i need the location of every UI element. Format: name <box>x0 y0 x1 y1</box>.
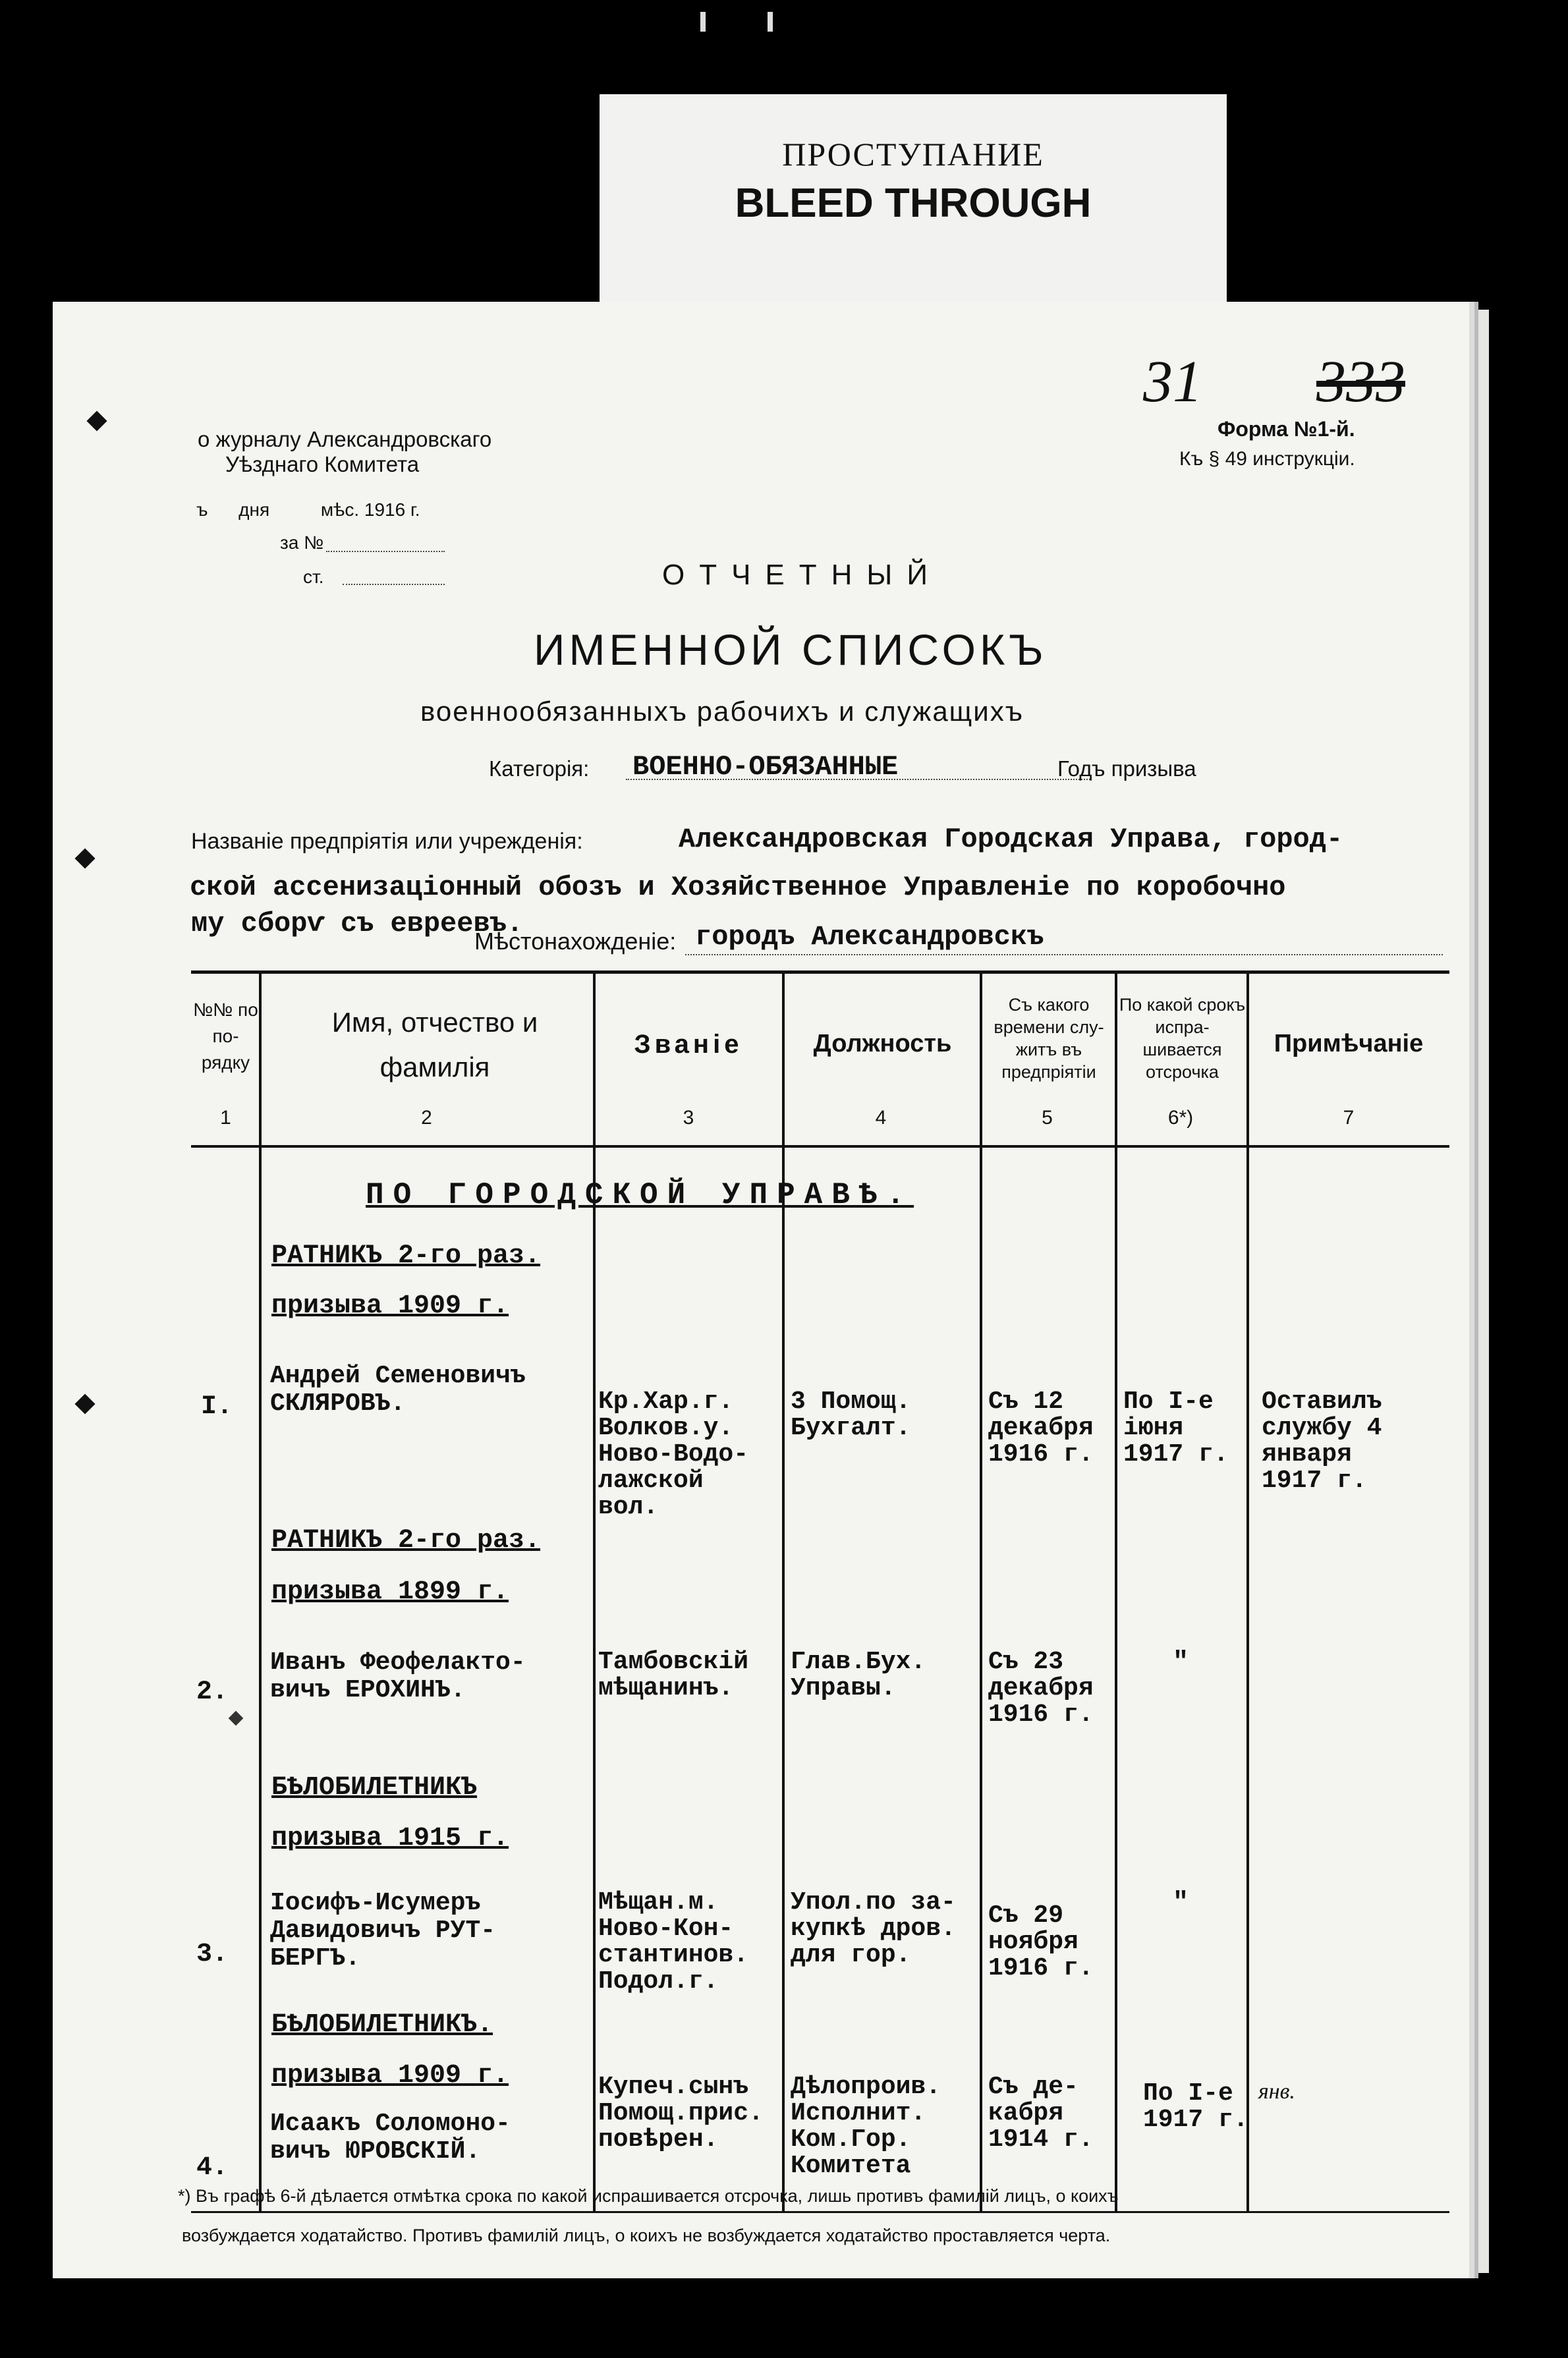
row-4-since: Съ де- кабря 1914 г. <box>988 2073 1094 2154</box>
col-num-7: 7 <box>1343 1107 1355 1129</box>
row-1-post: 3 Помощ. Бухгалт. <box>791 1388 911 1442</box>
row-1-rank: Кр.Хар.г. Волков.у. Ново-Водо- лажской вол. <box>598 1388 749 1521</box>
row-1-since: Съ 12 декабря 1916 г. <box>988 1388 1094 1469</box>
group-3-year: призыва 1915 г. <box>271 1824 509 1853</box>
row-2-name: Иванъ Феофелакто- вичъ ЕРОХИНЪ. <box>270 1648 526 1704</box>
st: ст. <box>303 567 324 587</box>
col-header-post: Должность <box>813 1030 952 1057</box>
col-header-name: Имя, отчество и фамилія <box>331 1007 538 1082</box>
enterprise-value-1: Александровская Городская Управа, город- <box>679 824 1343 855</box>
category-blank <box>626 779 1090 780</box>
row-3-since: Съ 29 ноября 1916 г. <box>988 1901 1094 1982</box>
row-1-name: Андрей Семеновичъ СКЛЯРОВЪ. <box>270 1362 526 1418</box>
col-header-note: Примѣчаніе <box>1274 1030 1424 1057</box>
group-2-year: призыва 1899 г. <box>271 1577 509 1607</box>
row-3-post: Упол.по за- купкѣ дров. для гор. <box>791 1888 956 1969</box>
st-blank <box>343 584 445 585</box>
enterprise-label: Названіе предпріятія или учрежденія: <box>191 829 583 854</box>
col-header-until: По какой срокъ испра-шивается отсрочка <box>1119 995 1246 1082</box>
col-header-number: №№ по по-рядку <box>193 999 258 1073</box>
label-ru: ПРОСТУПАНИЕ <box>782 136 1044 173</box>
group-1-year: призыва 1909 г. <box>271 1291 509 1321</box>
row-3-number: 3. <box>196 1940 229 1969</box>
location-value: городъ Александровскъ <box>695 921 1044 953</box>
col-num-4: 4 <box>875 1107 887 1129</box>
col-num-2: 2 <box>421 1107 432 1129</box>
label-en: BLEED THROUGH <box>735 181 1092 226</box>
col-divider-5 <box>1115 972 1117 2211</box>
col-num-3: 3 <box>683 1107 694 1129</box>
col-divider-1 <box>259 972 262 2211</box>
row-4-name: Исаакъ Соломоно- вичъ ЮРОВСКІЙ. <box>270 2110 511 2166</box>
title-subtitle: военнообязанныхъ рабочихъ и служащихъ <box>420 696 1024 727</box>
col-num-5: 5 <box>1042 1107 1053 1129</box>
za-no: за № <box>280 532 324 553</box>
folio-handwritten: 31 <box>1143 349 1202 414</box>
footnote-line-2: возбуждается ходатайство. Противъ фамилій лицъ, о коихъ не возбуждается ходатайство проставляется черта. <box>182 2226 1111 2245</box>
row-3-name: Іосифъ-Исумеръ Давидовичъ РУТ- БЕРГЪ. <box>270 1889 496 1973</box>
title-otchetny: ОТЧЕТНЫЙ <box>662 559 943 591</box>
row-2-until: " <box>1173 1648 1189 1677</box>
journal-line2: Уѣзднаго Комитета <box>225 452 420 476</box>
col-divider-3 <box>782 972 785 2211</box>
row-4-handwritten-note: янв. <box>1258 2079 1295 2104</box>
group-1-rank: РАТНИКЪ 2-го раз. <box>271 1241 541 1271</box>
group-2-rank: РАТНИКЪ 2-го раз. <box>271 1526 541 1556</box>
film-mark <box>700 12 706 32</box>
location-label: Мѣстонахожденіе: <box>474 928 677 955</box>
form-number: Форма №1-й. <box>1218 417 1355 441</box>
group-3-rank: БѢЛОБИЛЕТНИКЪ <box>271 1773 478 1803</box>
table-top-rule <box>191 970 1449 974</box>
footnote-rule <box>191 2211 1449 2213</box>
row-4-rank: Купеч.сынъ Помощ.прис. повѣрен. <box>598 2073 764 2154</box>
row-1-note: Оставилъ службу 4 января 1917 г. <box>1262 1388 1382 1495</box>
row-4-number: 4. <box>196 2153 229 2183</box>
row-2-rank: Тамбовскій мѣщанинъ. <box>598 1648 749 1702</box>
col-divider-2 <box>593 972 596 2211</box>
row-1-number: I. <box>201 1392 233 1422</box>
group-4-year: призыва 1909 г. <box>271 2061 509 2091</box>
row-1-until: По I-е іюня 1917 г. <box>1123 1388 1229 1469</box>
col-num-1: 1 <box>220 1107 231 1129</box>
col-num-6: 6*) <box>1167 1107 1194 1129</box>
za-no-blank <box>326 551 445 552</box>
instruction-ref: Къ § 49 инструкціи. <box>1179 448 1355 470</box>
section-title: ПО ГОРОДСКОЙ УПРАВѢ. <box>366 1178 914 1212</box>
col-divider-6 <box>1246 972 1249 2211</box>
film-mark <box>768 12 773 32</box>
bleed-through-label <box>600 94 1227 304</box>
row-3-until: " <box>1173 1888 1189 1918</box>
table-header-rule <box>191 1145 1449 1148</box>
location-blank <box>685 954 1443 955</box>
enterprise-value-3: му сборѵ съ евреевъ. <box>191 908 524 940</box>
footnote-line-1: *) Въ графѣ 6-й дѣлается отмѣтка срока по какой испрашивается отсрочка, лишь противъ фамилій лицъ, о коихъ <box>178 2186 1119 2206</box>
document-page <box>53 302 1469 2278</box>
row-3-rank: Мѣщан.м. Ново-Кон- стантинов. Подол.г. <box>598 1888 749 1996</box>
col-header-since: Съ какого времени слу-житъ въ предпріятіи <box>994 995 1104 1082</box>
journal-line1: о журналу Александровскаго <box>198 427 492 451</box>
col-header-rank: Званіе <box>634 1030 743 1059</box>
col-divider-4 <box>980 972 982 2211</box>
enterprise-value-2: ской ассенизаціонный обозъ и Хозяйственное Управленіе по коробочно <box>190 872 1286 903</box>
row-4-until: По I-е 1917 г. <box>1143 2079 1248 2134</box>
date-line: ъ дня мѣс. 1916 г. <box>196 499 420 520</box>
group-4-rank: БѢЛОБИЛЕТНИКЪ. <box>271 2010 493 2040</box>
category-label: Категорія: <box>489 756 590 781</box>
row-4-post: Дѣлопроив. Исполнит. Ком.Гор. Комитета <box>791 2073 941 2180</box>
folio-crossed: 333 <box>1316 349 1405 414</box>
row-2-number: 2. <box>196 1677 229 1707</box>
title-spisok: ИМЕННОЙ СПИСОКЪ <box>534 625 1048 674</box>
year-label: Годъ призыва <box>1057 756 1196 781</box>
row-2-post: Глав.Бух. Управы. <box>791 1648 926 1702</box>
row-2-since: Съ 23 декабря 1916 г. <box>988 1648 1094 1729</box>
category-value: ВОЕННО-ОБЯЗАННЫЕ <box>632 751 899 783</box>
